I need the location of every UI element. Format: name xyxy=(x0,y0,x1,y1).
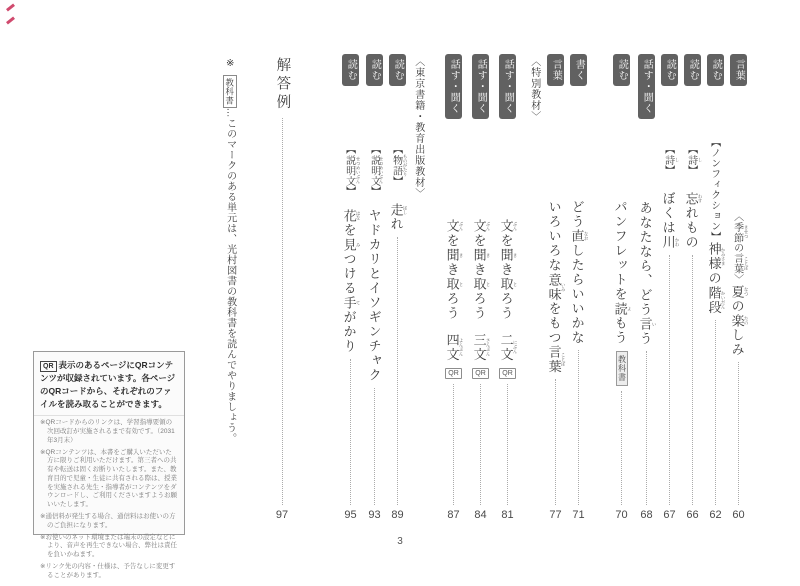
entry-title: ヤドカリとイソギンチャク xyxy=(366,208,382,383)
entry-title: 解答例 xyxy=(274,57,291,113)
entry-genre: 【説明文 せつめいぶん】 xyxy=(368,144,385,197)
toc-entry xyxy=(704,54,727,522)
toc-entry xyxy=(610,54,633,522)
entry-title: いろいろな意味 いみをもつ言葉 ことば xyxy=(546,200,567,374)
category-badge: 言葉 xyxy=(547,54,565,86)
dotted-leader xyxy=(715,320,716,506)
dotted-leader xyxy=(621,391,622,505)
dotted-leader xyxy=(555,379,556,505)
toc-entry xyxy=(658,54,681,522)
qr-badge: QR xyxy=(40,361,57,372)
toc-entry xyxy=(339,54,362,522)
entry-series: 〈季節 きせつの言葉 ことば〉 xyxy=(731,211,750,285)
category-badge: 話す・聞く xyxy=(638,54,656,119)
entry-title: パンフレットを読 よもう xyxy=(612,200,633,345)
textbook-note xyxy=(213,54,247,522)
entry-page-number: 97 xyxy=(275,509,289,521)
qr-info-box xyxy=(33,351,185,579)
dotted-leader xyxy=(350,359,351,506)
page-number: 3 xyxy=(397,536,403,547)
entry-genre: 【詩 し】 xyxy=(662,144,681,176)
category-badge: 話す・聞く xyxy=(499,54,517,119)
category-badge: 言葉 xyxy=(730,54,748,86)
entry-page-number: 87 xyxy=(447,509,460,521)
entry-page-number: 89 xyxy=(391,509,404,521)
dotted-leader xyxy=(453,384,454,506)
entry-page-number: 66 xyxy=(686,509,699,521)
toc-entry xyxy=(269,54,295,522)
section-header-label: 〈東京書籍・教育出版教材〉 xyxy=(412,56,424,199)
kyokasho-badge: 教科書 xyxy=(616,351,628,386)
dotted-leader xyxy=(578,350,579,505)
toc-entry xyxy=(442,54,465,522)
category-badge: 読む xyxy=(366,54,384,86)
entry-title: どう直 なおしたらいいかな xyxy=(569,200,590,345)
entry-subtitle: 二文 にぶん xyxy=(498,332,519,362)
entry-subtitle: 三文 さんぶん xyxy=(471,332,492,362)
section-header xyxy=(525,54,542,522)
category-badge: 書く xyxy=(570,54,588,86)
qr-info-heading: QR 表示のあるページにQRコンテンツが収録されています。各ページのQRコードから、それぞれのファイルを読み取ることができます。 xyxy=(40,360,176,409)
toc-entry xyxy=(469,54,492,522)
entry-genre: 【説明文 せつめいぶん】 xyxy=(343,144,362,197)
kyokasho-badge: 教科書 xyxy=(223,75,237,108)
entry-genre: 【ノンフィクション】 xyxy=(708,137,720,242)
qr-note: ※QRコードからのリンクは、学習指導要領の次回改訂が実施されるまで有効です。（2031年3月末） xyxy=(40,419,175,444)
qr-badge: QR xyxy=(499,368,516,379)
entry-page-number: 81 xyxy=(501,509,514,521)
category-badge: 読む xyxy=(342,54,360,86)
toc-entry xyxy=(727,54,750,522)
dotted-leader xyxy=(374,388,375,506)
dotted-leader xyxy=(692,255,693,506)
entry-genre: 【物語 ものがたり】 xyxy=(390,144,409,187)
qr-note: ※QRコンテンツは、本書をご購入いただいた方に限りご利用いただけます。第三者への共有や転送は固くお断りいたします。また、教育目的で児童・生徒に共有される際は、授業を実施される先生・指導者がコンテンツをダウンロードし、ご利用くださいますようお願いいたします。 xyxy=(40,448,177,509)
entry-page-number: 60 xyxy=(732,509,745,521)
dotted-leader xyxy=(507,384,508,506)
qr-note: ※お使いのネット環境または端末の設定などにより、音声を再生できない場合、弊社は責任を負いかねます。 xyxy=(40,533,177,559)
dotted-leader xyxy=(397,237,398,505)
qr-note: ※通信料が発生する場合、通信料はお使いの方のご負担になります。 xyxy=(40,513,176,529)
note-mark: ※ xyxy=(224,58,236,70)
toc-entry xyxy=(386,54,409,522)
dotted-leader xyxy=(282,118,283,506)
toc-entry xyxy=(681,54,704,522)
entry-subtitle: 四文 よんぶん xyxy=(444,332,465,362)
entry-page-number: 77 xyxy=(549,509,562,521)
category-badge: 読む xyxy=(661,54,679,86)
toc-entry xyxy=(363,54,386,522)
entry-page-number: 84 xyxy=(474,509,487,521)
toc-entry xyxy=(635,54,658,522)
toc-entry xyxy=(544,54,567,522)
toc-entry xyxy=(496,54,519,522)
entry-title: 文 ぶんを聞 きき取 とろう xyxy=(498,219,519,321)
entry-page-number: 67 xyxy=(663,509,676,521)
entry-title: 文 ぶんを聞 きき取 とろう xyxy=(444,219,465,321)
entry-page-number: 93 xyxy=(368,509,381,521)
entry-title: ぼくは川 かわ xyxy=(660,191,681,250)
qr-note: ※リンク先の内容・仕様は、予告なしに変更することがあります。 xyxy=(40,562,176,579)
entry-title: あなたなら、どう言 いう xyxy=(637,201,658,346)
category-badge: 読む xyxy=(707,54,725,86)
entry-genre: 【詩 し】 xyxy=(685,144,704,176)
category-badge: 読む xyxy=(684,54,702,86)
entry-title: 花 はなを見 みつける手 てがかり xyxy=(341,208,362,354)
dotted-leader xyxy=(646,351,647,505)
table-of-contents xyxy=(213,54,750,522)
entry-page-number: 70 xyxy=(615,509,628,521)
qr-badge: QR xyxy=(445,368,462,379)
category-badge: 読む xyxy=(389,54,407,86)
entry-title: 夏 なつの楽 たのしみ xyxy=(729,284,750,357)
registration-mark xyxy=(6,4,15,12)
section-header-label: 〈特別教材〉 xyxy=(528,56,540,122)
dotted-leader xyxy=(669,255,670,506)
qr-badge: QR xyxy=(472,368,489,379)
entry-title: 忘 わすれもの xyxy=(683,191,704,250)
entry-page-number: 62 xyxy=(709,509,722,521)
entry-title: 走 はしれ xyxy=(388,202,409,232)
registration-mark xyxy=(6,17,15,25)
dotted-leader xyxy=(480,384,481,506)
toc-entry xyxy=(567,54,590,522)
entry-title: 神様 かみさまの階段 かいだん xyxy=(706,242,727,315)
category-badge: 話す・聞く xyxy=(445,54,463,119)
entry-page-number: 95 xyxy=(344,509,357,521)
entry-page-number: 68 xyxy=(640,509,653,521)
category-badge: 話す・聞く xyxy=(472,54,490,119)
dotted-leader xyxy=(738,362,739,505)
section-header xyxy=(409,54,426,522)
note-text: …このマークのある単元は、光村図書の教科書を読んでやりましょう。 xyxy=(224,107,236,444)
qr-info-notes xyxy=(34,415,184,586)
entry-title: 文 ぶんを聞 きき取 とろう xyxy=(471,219,492,321)
category-badge: 読む xyxy=(613,54,631,86)
entry-page-number: 71 xyxy=(572,509,585,521)
